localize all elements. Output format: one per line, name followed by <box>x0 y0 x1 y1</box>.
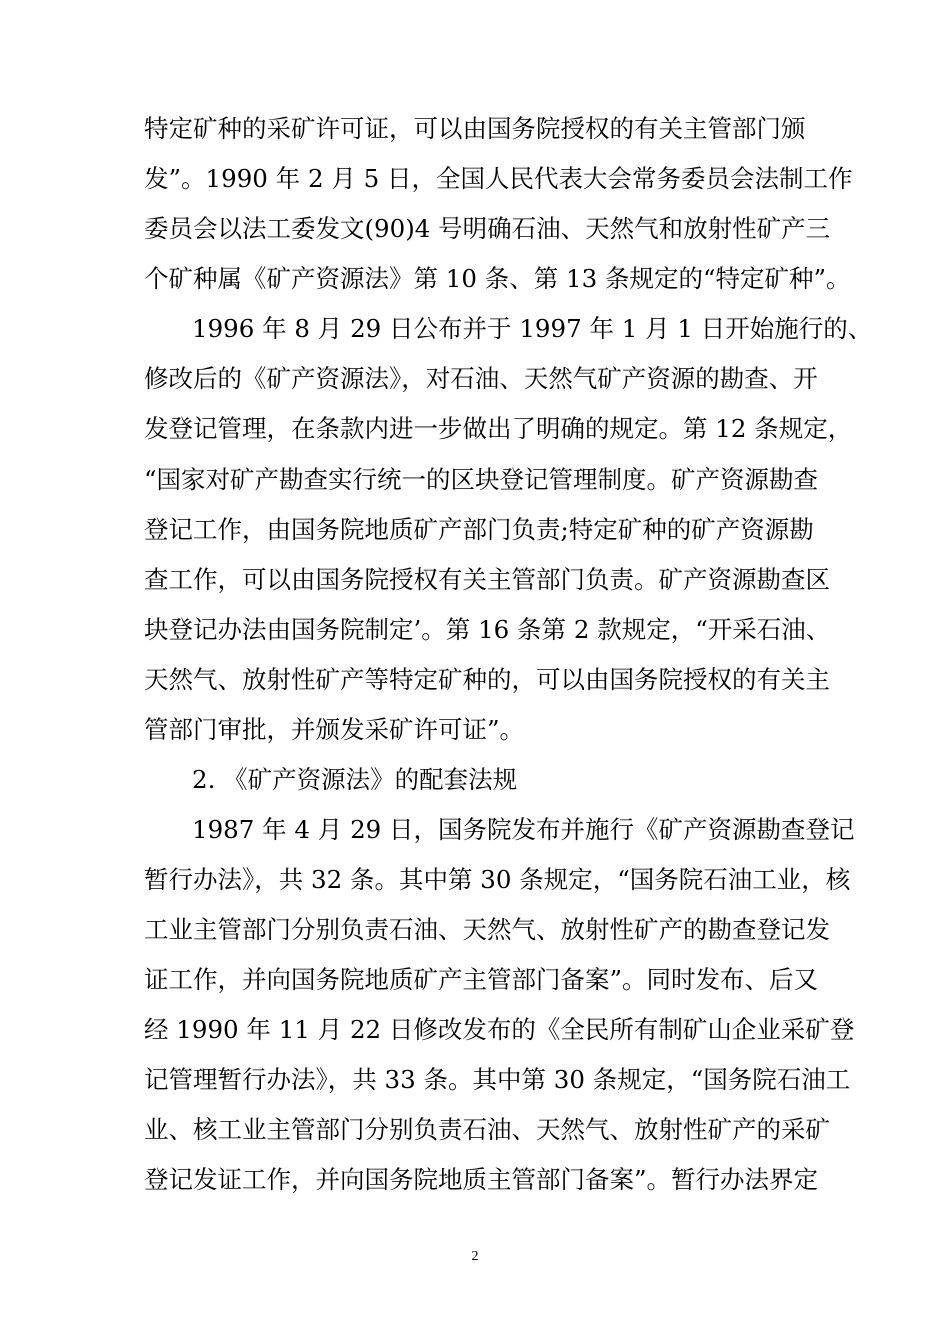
text-line: 暂行办法》，共 32 条。其中第 30 条规定，“国务院石油工业，核 <box>144 865 851 894</box>
text-line: 管部门审批，并颁发采矿许可证”。 <box>144 715 525 744</box>
text-line: 登记工作，由国务院地质矿产部门负责;特定矿种的矿产资源勘 <box>144 515 814 544</box>
text-line: 发登记管理，在条款内进一步做出了明确的规定。第 12 条规定， <box>144 414 853 443</box>
text-line: 记管理暂行办法》，共 33 条。其中第 30 条规定，“国务院石油工 <box>144 1065 851 1094</box>
section-heading: 2. 《矿产资源法》的配套法规 <box>192 765 518 794</box>
text-line: 个矿种属《矿产资源法》第 10 条、第 13 条规定的“特定矿种”。 <box>144 264 851 293</box>
text-line: 委员会以法工委发文(90)4 号明确石油、天然气和放射性矿产三 <box>144 214 831 243</box>
text-line: “国家对矿产勘查实行统一的区块登记管理制度。矿产资源勘查 <box>144 465 819 494</box>
text-line: 查工作，可以由国务院授权有关主管部门负责。矿产资源勘查区 <box>144 565 830 594</box>
text-line: 经 1990 年 11 月 22 日修改发布的《全民所有制矿山企业采矿登 <box>144 1015 855 1044</box>
text-line: 业、核工业主管部门分别负责石油、天然气、放射性矿产的采矿 <box>144 1115 830 1144</box>
text-line: 工业主管部门分别负责石油、天然气、放射性矿产的勘查登记发 <box>144 915 830 944</box>
text-line: 发”。1990 年 2 月 5 日，全国人民代表大会常务委员会法制工作 <box>144 164 853 193</box>
paragraph-first-line: 1996 年 8 月 29 日公布并于 1997 年 1 月 1 日开始施行的、 <box>192 314 873 343</box>
text-line: 修改后的《矿产资源法》，对石油、天然气矿产资源的勘查、开 <box>144 364 818 393</box>
text-line: 天然气、放射性矿产等特定矿种的，可以由国务院授权的有关主 <box>144 665 830 694</box>
paragraph-first-line: 1987 年 4 月 29 日，国务院发布并施行《矿产资源勘查登记 <box>192 815 855 844</box>
page-number: 2 <box>471 1249 479 1264</box>
text-line: 证工作，并向国务院地质矿产主管部门备案”。同时发布、后又 <box>144 965 819 994</box>
text-line: 特定矿种的采矿许可证，可以由国务院授权的有关主管部门颁 <box>144 114 806 143</box>
text-line: 登记发证工作，并向国务院地质主管部门备案”。暂行办法界定 <box>144 1165 819 1194</box>
text-line: 块登记办法由国务院制定’。第 16 条第 2 款规定，“开采石油、 <box>144 615 831 644</box>
